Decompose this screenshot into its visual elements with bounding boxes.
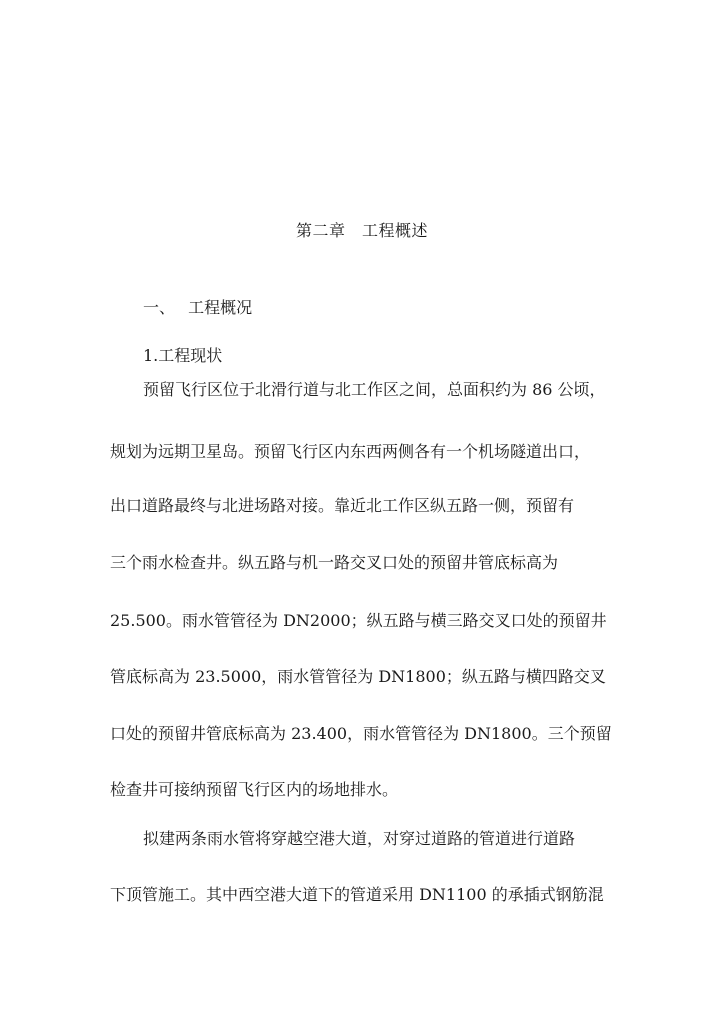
paragraph-line: 25.500。雨水管管径为 DN2000；纵五路与横三路交叉口处的预留井 [110, 611, 607, 630]
subsection-heading: 1.工程现状 [143, 346, 223, 365]
paragraph-line: 三个雨水检查井。纵五路与机一路交叉口处的预留井管底标高为 [110, 553, 559, 572]
paragraph-line: 规划为远期卫星岛。预留飞行区内东西两侧各有一个机场隧道出口， [110, 442, 591, 461]
paragraph-line: 管底标高为 23.5000，雨水管管径为 DN1800；纵五路与横四路交叉 [110, 667, 606, 686]
section-number: 一、 [143, 298, 176, 317]
paragraph-line: 出口道路最终与北进场路对接。靠近北工作区纵五路一侧，预留有 [110, 496, 575, 515]
paragraph-line: 口处的预留井管底标高为 23.400，雨水管管径为 DN1800。三个预留 [110, 724, 612, 743]
section-title: 工程概况 [188, 298, 253, 317]
section-heading [143, 298, 657, 318]
paragraph-line: 拟建两条雨水管将穿越空港大道，对穿过道路的管道进行道路 [143, 829, 576, 848]
paragraph-line: 检查井可接纳预留飞行区内的场地排水。 [110, 780, 399, 799]
paragraph-line: 下顶管施工。其中西空港大道下的管道采用 DN1100 的承插式钢筋混 [110, 885, 604, 904]
chapter-title: 第二章 工程概述 [295, 221, 428, 240]
paragraph-line: 预留飞行区位于北滑行道与北工作区之间，总面积约为 86 公顷， [143, 380, 606, 399]
